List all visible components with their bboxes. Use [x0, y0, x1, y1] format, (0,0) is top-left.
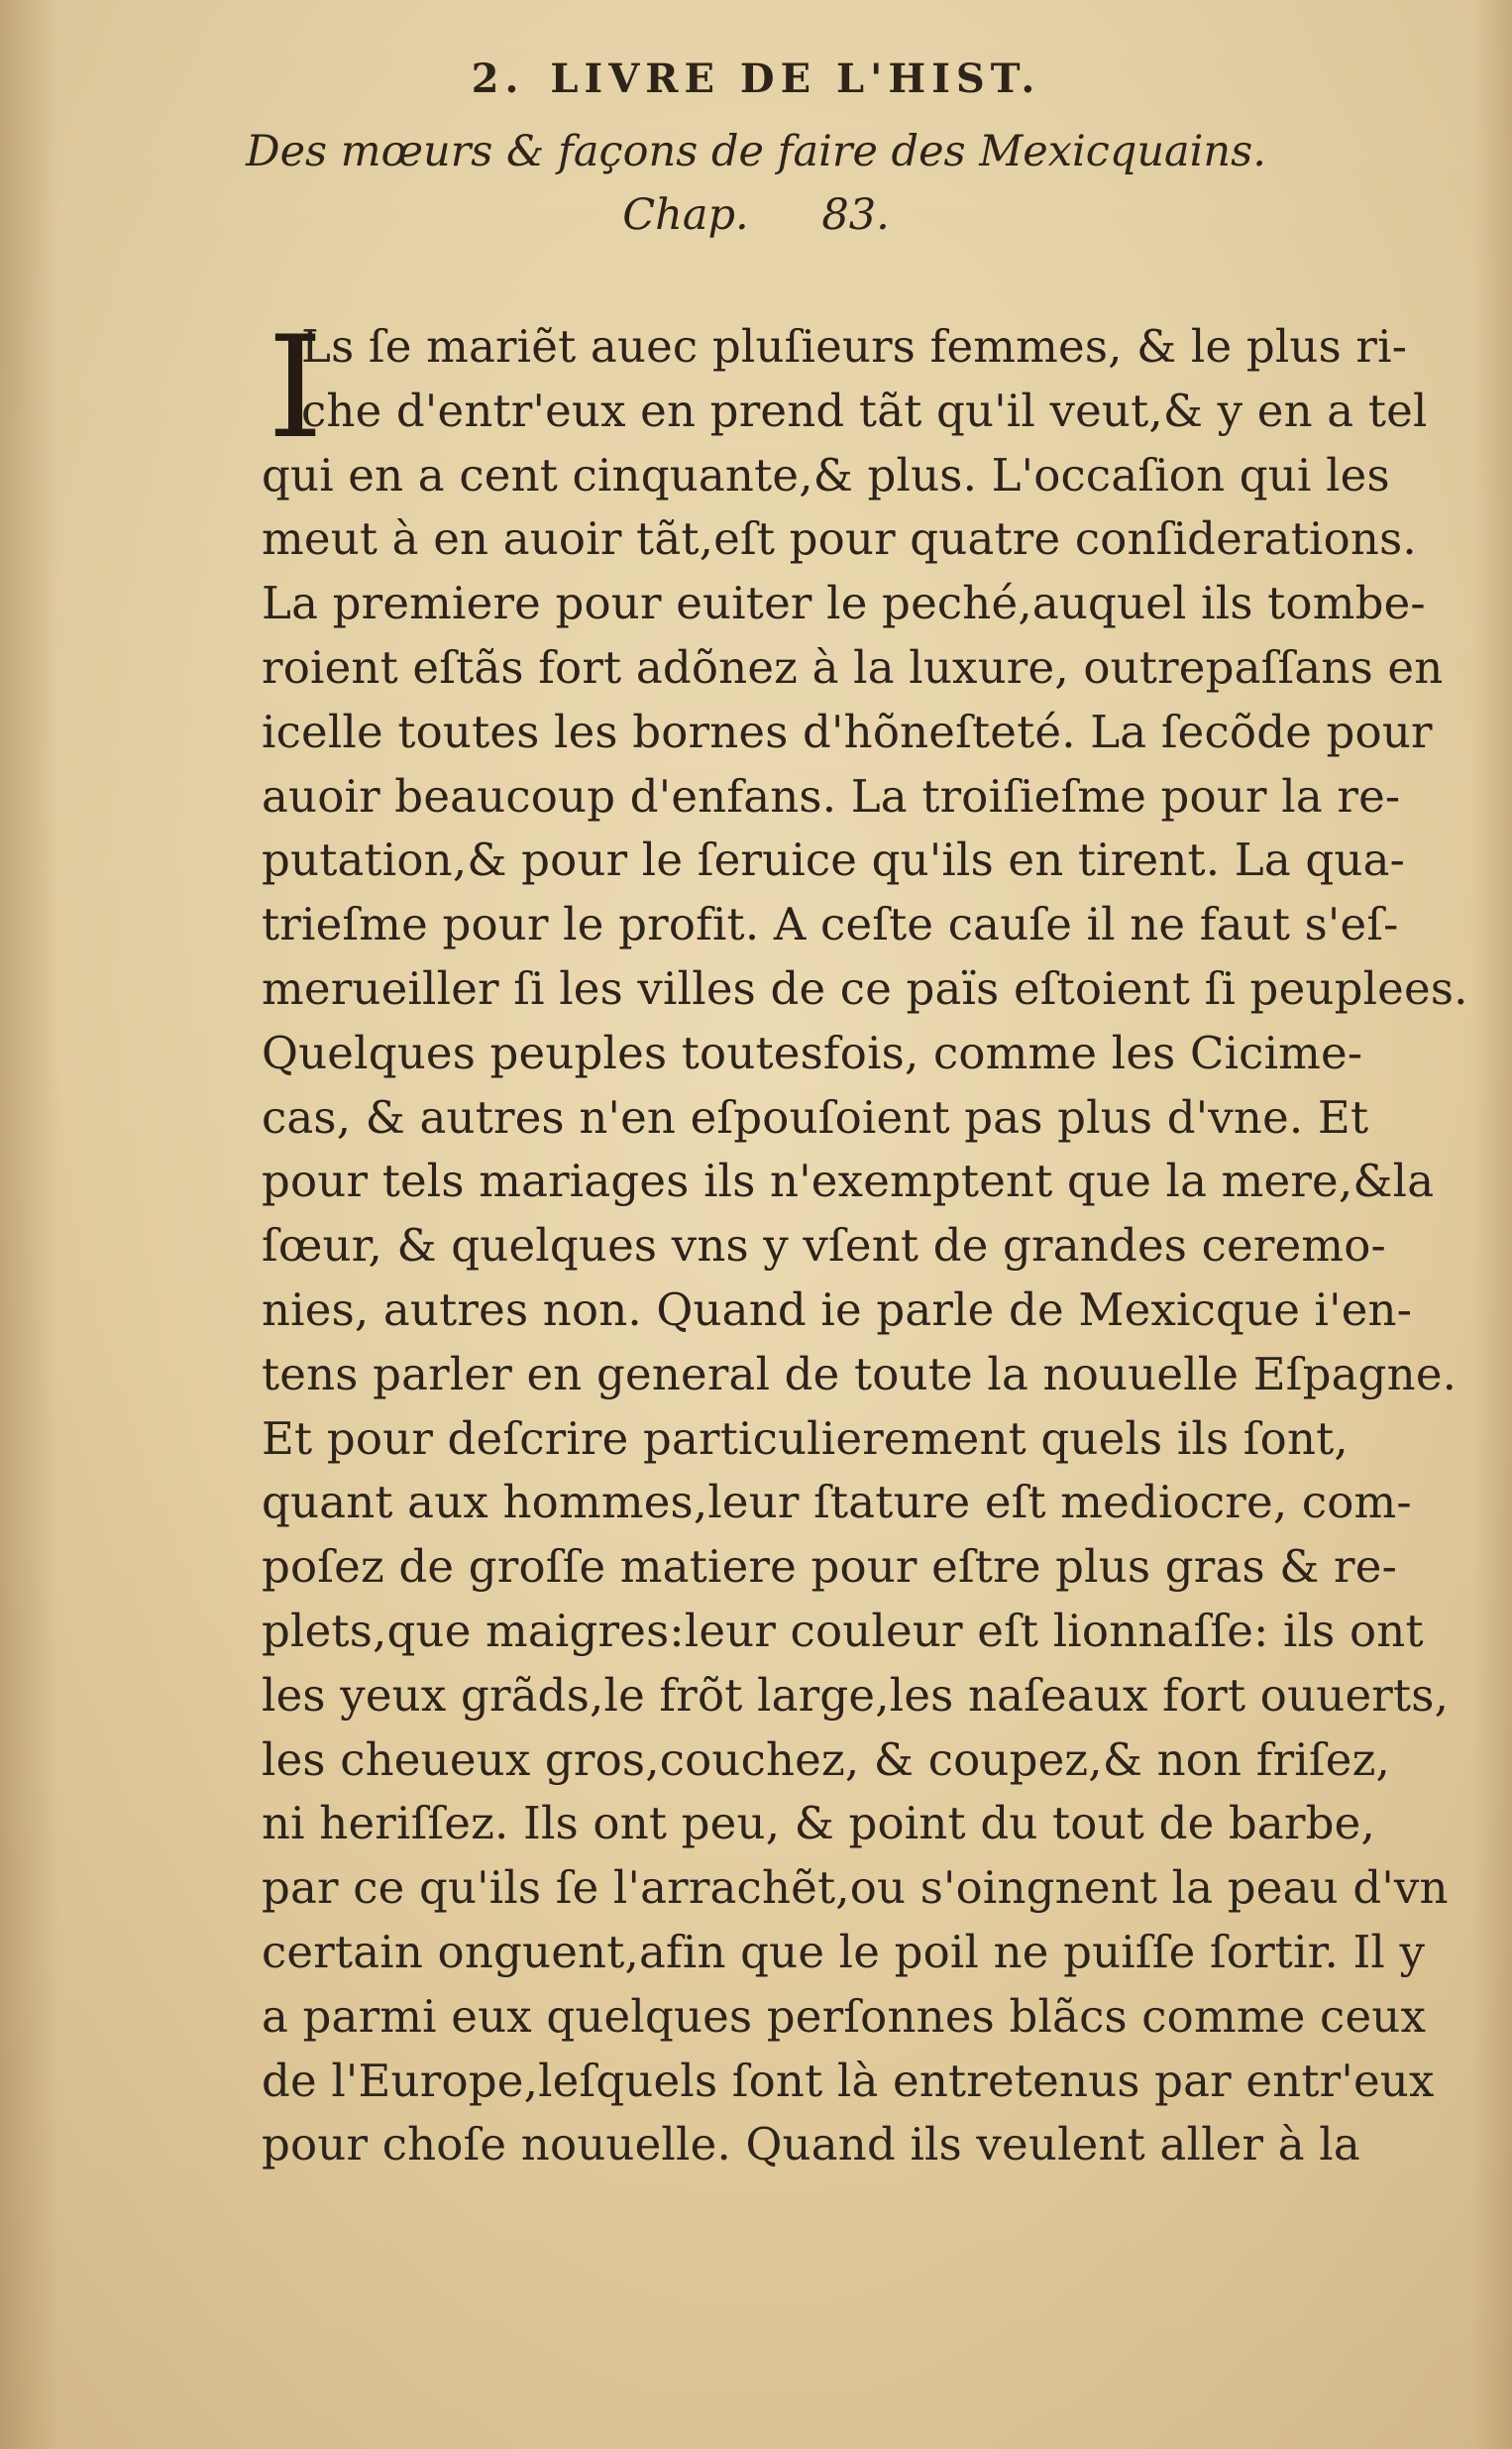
- text-line: che d'entr'eux en prend tãt qu'il veut,& y en a tel: [301, 384, 1428, 437]
- text-line: Et pour deſcrire particulierement quels ils ſont,: [262, 1411, 1349, 1465]
- text-line: icelle toutes les bornes d'hõneſteté. La ſecõde pour: [262, 705, 1433, 758]
- text-line: de l'Europe,leſquels ſont là entretenus par entr'eux: [262, 2054, 1435, 2107]
- text-line: les yeux grãds,le frõt large,les naſeaux fort ouuerts,: [262, 1668, 1450, 1722]
- text-line: meut à en auoir tãt,eſt pour quatre conſiderations.: [262, 512, 1417, 566]
- text-line: nies, autres non. Quand ie parle de Mexicque i'en-: [262, 1282, 1413, 1336]
- text-line: qui en a cent cinquante,& plus. L'occaſion qui les: [262, 448, 1390, 501]
- text-line: La premiere pour euiter le peché,auquel ils tombe-: [262, 577, 1426, 630]
- text-line: putation,& pour le ſeruice qu'ils en tirent. La qua-: [262, 834, 1406, 887]
- chapter-heading: [0, 190, 1512, 240]
- text-line: merueiller ſi les villes de ce païs eſtoient ſi peuplees.: [262, 961, 1468, 1015]
- text-line: certain onguent,afin que le poil ne puiſſe ſortir. Il y: [262, 1925, 1426, 1978]
- text-line: cas, & autres n'en eſpouſoient pas plus d'vne. Et: [262, 1090, 1369, 1144]
- running-head: [0, 56, 1512, 102]
- chapter-title: Des mœurs & façons de faire des Mexicquains.: [246, 127, 1266, 176]
- text-line: Quelques peuples toutesfois, comme les Cicime-: [262, 1026, 1363, 1079]
- body-text: [262, 306, 1468, 2177]
- text-line: par ce qu'ils ſe l'arrachẽt,ou s'oingnent la peau d'vn: [262, 1861, 1449, 1915]
- text-line: roient eſtãs fort adõnez à la luxure, outrepaſſans en: [262, 640, 1444, 694]
- chapter-label: Chap.: [622, 190, 749, 240]
- text-line: poſez de groſſe matiere pour eſtre plus gras & re-: [262, 1540, 1397, 1594]
- text-line: les cheueux gros,couchez, & coupez,& non friſez,: [262, 1732, 1390, 1786]
- text-line: trieſme pour le profit. A ceſte cauſe il ne faut s'eſ-: [262, 898, 1399, 951]
- drop-cap: I: [268, 306, 324, 470]
- text-line: ſœur, & quelques vns y vſent de grandes ceremo-: [262, 1219, 1386, 1273]
- text-line: auoir beaucoup d'enfans. La troiſieſme pour la re-: [262, 769, 1401, 823]
- text-line: tens parler en general de toute la nouuelle Eſpagne.: [262, 1347, 1458, 1400]
- folio-number: 2.: [471, 56, 525, 102]
- chapter-number: 83.: [821, 190, 890, 240]
- text-line: ni heriſſez. Ils ont peu, & point du tout de barbe,: [262, 1797, 1375, 1850]
- running-title: LIVRE DE L'HIST.: [550, 56, 1041, 102]
- text-line: pour tels mariages ils n'exemptent que la mere,&la: [262, 1155, 1435, 1208]
- text-line: plets,que maigres:leur couleur eſt lionnaſſe: ils ont: [262, 1604, 1424, 1657]
- text-line: pour choſe nouuelle. Quand ils veulent aller à la: [262, 2118, 1360, 2171]
- text-line: quant aux hommes,leur ſtature eſt mediocre, com-: [262, 1476, 1412, 1529]
- text-line: a parmi eux quelques perſonnes blãcs comme ceux: [262, 1989, 1427, 2043]
- text-line: Ls ſe mariẽt auec pluſieurs femmes, & le plus ri-: [301, 320, 1408, 373]
